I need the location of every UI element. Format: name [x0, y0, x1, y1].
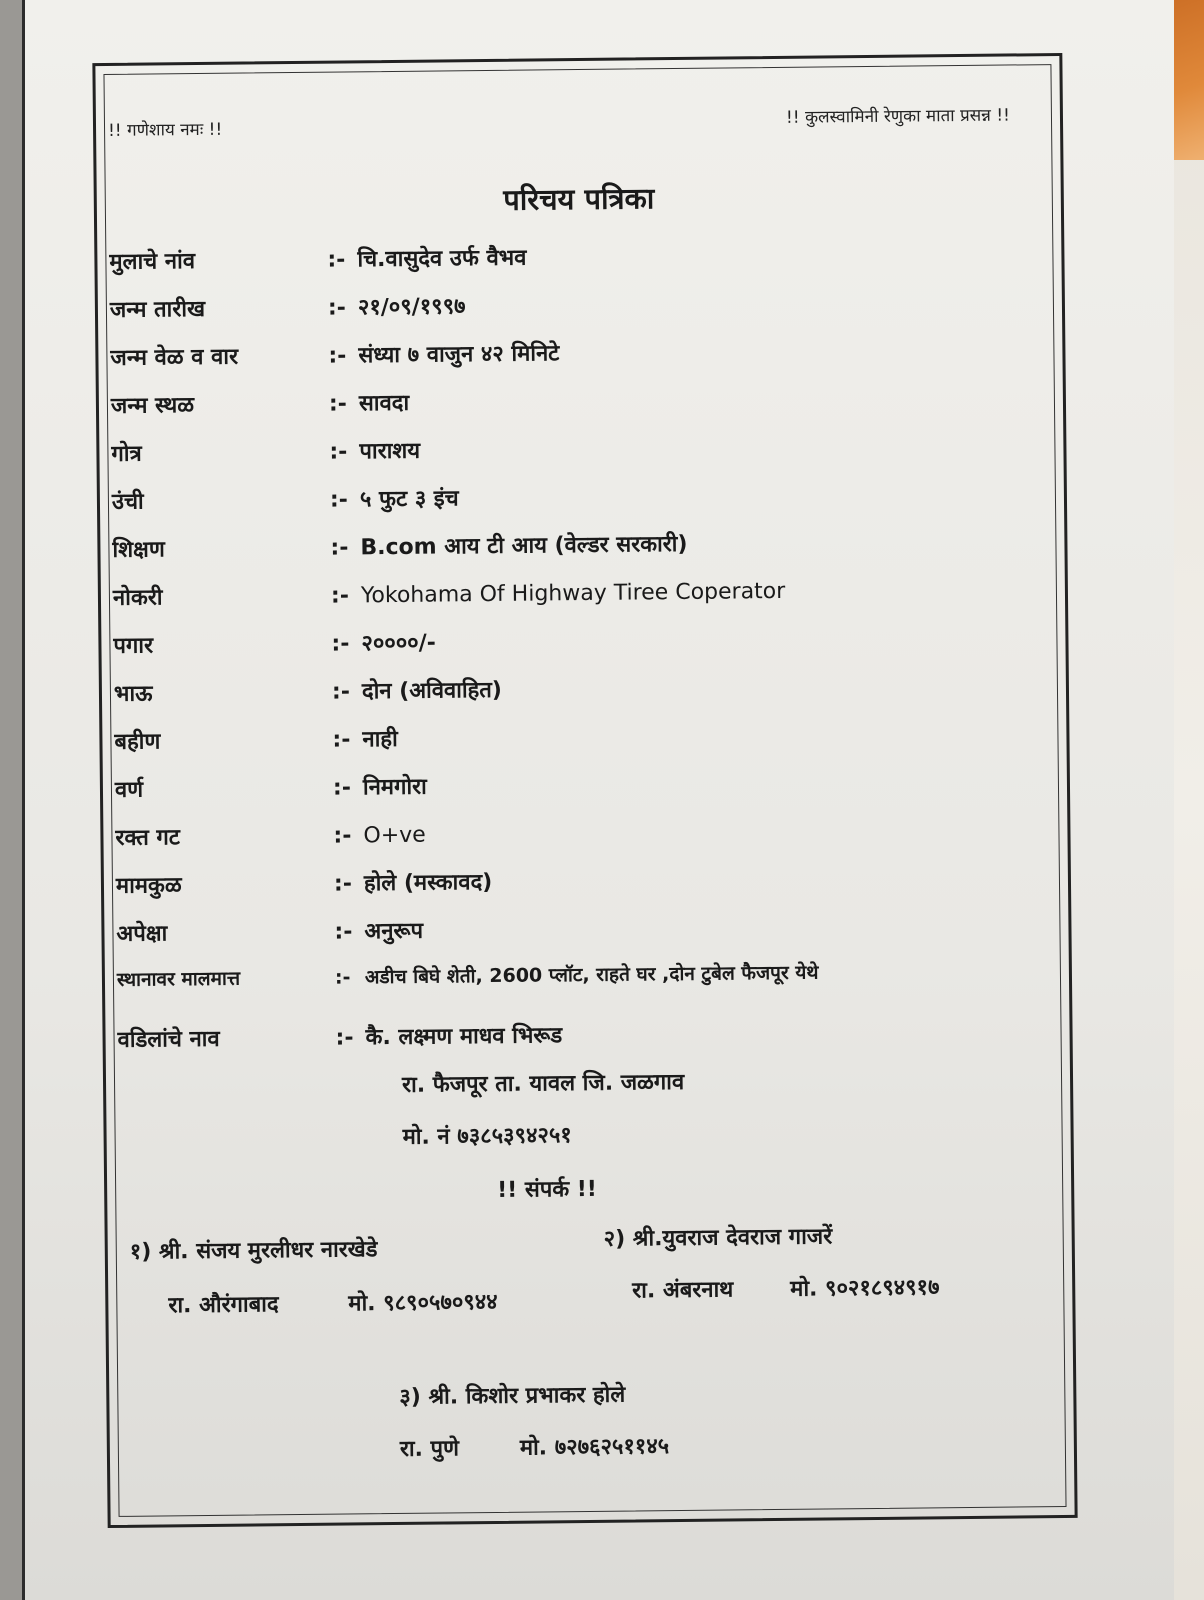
field-separator: :- — [330, 535, 349, 561]
field-separator: :- — [332, 727, 351, 753]
field-row-sisters — [114, 723, 398, 756]
field-separator: :- — [333, 871, 353, 897]
field-label: स्थानावर मालमात्त — [116, 967, 241, 991]
biodata-frame — [92, 53, 1077, 1528]
contact-1-mobile: मो. ९८९०५७०९४४ — [348, 1289, 498, 1317]
contact-heading: !! संपर्क !! — [497, 1176, 598, 1203]
field-label: पगार — [113, 633, 154, 659]
field-label: नोकरी — [112, 585, 163, 611]
header-left-invocation: !! गणेशाय नमः !! — [107, 119, 223, 141]
page-title: परिचय पत्रिका — [503, 181, 655, 217]
field-value: दोन (अविवाहित) — [361, 677, 503, 705]
field-separator: :- — [329, 487, 349, 513]
field-value: चि.वासुदेव उर्फ वैभव — [357, 245, 527, 273]
field-row-complexion — [115, 771, 427, 804]
field-separator: :- — [331, 679, 351, 705]
field-label: भाऊ — [113, 681, 153, 707]
field-separator: :- — [328, 343, 347, 369]
field-value: होले (मस्कावद) — [363, 869, 493, 897]
contact-3-mobile: मो. ७२७६२५११४५ — [519, 1434, 670, 1461]
field-label: जन्म स्थळ — [110, 393, 195, 419]
field-row-blood-group — [115, 819, 426, 852]
contact-3-name: ३) श्री. किशोर प्रभाकर होले — [399, 1382, 626, 1410]
field-row-salary — [113, 627, 436, 660]
field-value: कै. लक्ष्मण माधव भिरूड — [365, 1023, 563, 1051]
field-separator: :- — [333, 823, 352, 849]
contact-1-place: रा. औरंगाबाद — [168, 1292, 279, 1319]
contact-1-name: १) श्री. संजय मुरलीधर नारखेडे — [129, 1237, 378, 1265]
field-label: उंची — [111, 489, 144, 515]
contact-2-name: २) श्री.युवराज देवराज गाजरें — [603, 1224, 833, 1252]
field-separator: :- — [331, 631, 350, 657]
field-label: शिक्षण — [112, 537, 165, 563]
field-value: संध्या ७ वाजुन ४२ मिनिटे — [358, 341, 560, 369]
contact-3-place: रा. पुणे — [399, 1436, 460, 1462]
field-row-brothers — [114, 674, 502, 708]
field-row-gotra — [111, 435, 420, 468]
header-right-invocation: !! कुलस्वामिनी रेणुका माता प्रसन्न !! — [785, 105, 1011, 128]
field-value: B.com आय टी आय (वेल्डर सरकारी) — [360, 531, 688, 561]
field-label: अपेक्षा — [116, 921, 168, 947]
field-label: बहीण — [114, 729, 161, 755]
field-separator: :- — [329, 439, 348, 465]
field-label: वर्ण — [114, 777, 144, 803]
field-row-expectation — [116, 915, 423, 948]
field-value: अडीच बिघे शेती, 2600 प्लॉट, राहते घर ,दोन टुबेल फैजपूर येथे — [364, 961, 819, 989]
field-label: गोत्र — [111, 441, 142, 467]
field-separator: :- — [327, 247, 346, 273]
field-label: मामकुळ — [115, 873, 182, 899]
field-label: जन्म वेळ व वार — [110, 344, 239, 371]
field-row-maternal-family — [116, 866, 493, 900]
field-row-father-name — [117, 1019, 562, 1054]
field-separator: :- — [328, 391, 348, 417]
field-value: ५ फुट ३ इंच — [359, 486, 459, 513]
father-address: रा. फैजपूर ता. यावल जि. जळगाव — [401, 1069, 685, 1098]
contact-2-mobile: मो. ९०२१८९४९१७ — [790, 1275, 940, 1302]
field-value: O+ve — [363, 822, 426, 849]
field-value: अनुरूप — [364, 918, 424, 945]
field-separator: :- — [327, 295, 347, 321]
field-value: Yokohama Of Highway Tiree Coperator — [360, 578, 786, 609]
field-separator: :- — [334, 919, 353, 945]
field-value: निमगोरा — [362, 774, 427, 801]
field-separator: :- — [332, 775, 352, 801]
field-value: नाही — [362, 726, 398, 753]
father-mobile: मो. नं ७३८५३९४२५१ — [402, 1123, 572, 1150]
field-value: २१/०९/१९९७ — [357, 294, 466, 321]
field-value: सावदा — [358, 390, 410, 417]
field-label: वडिलांचे नाव — [117, 1026, 220, 1053]
field-row-education — [112, 528, 687, 564]
field-label: मुलाचे नांव — [109, 249, 196, 275]
contact-2-place: रा. अंबरनाथ — [632, 1277, 734, 1304]
field-row-birth-place — [111, 387, 409, 420]
field-separator: :- — [335, 1025, 354, 1051]
field-value: २००००/- — [361, 630, 436, 657]
field-row-birth-time — [110, 337, 559, 372]
field-separator: :- — [330, 583, 350, 609]
field-label: रक्त गट — [115, 825, 181, 851]
field-row-height — [112, 482, 459, 516]
field-row-birth-date — [110, 290, 466, 324]
field-label: जन्म तारीख — [109, 296, 206, 323]
field-separator: :- — [334, 966, 351, 989]
background-left-sheet — [0, 0, 25, 1600]
field-value: पाराशय — [359, 438, 421, 465]
field-row-name — [109, 242, 526, 276]
